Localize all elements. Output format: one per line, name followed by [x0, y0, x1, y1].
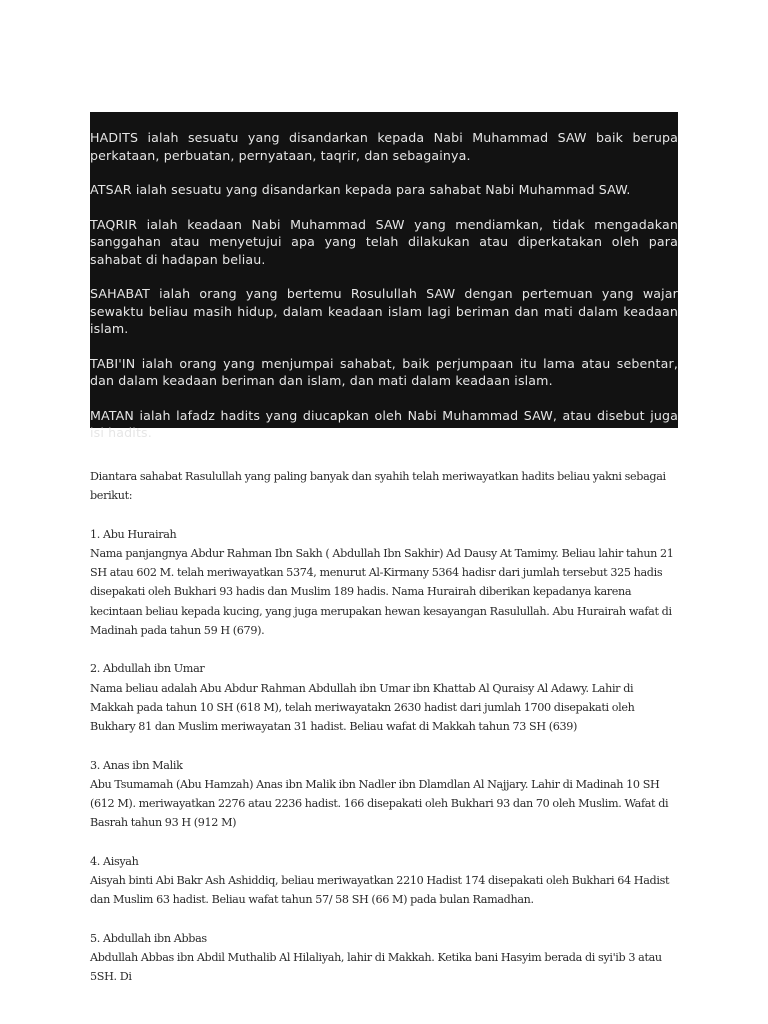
- entry-abdullah-ibn-umar: [90, 659, 676, 736]
- entry-aisyah: [90, 852, 676, 910]
- definition-matan: MATAN ialah lafadz hadits yang diucapkan oleh Nabi Muhammad SAW, atau disebut juga isi hadits.: [90, 407, 678, 440]
- document-body: [90, 467, 676, 1006]
- definition-taqrir: TAQRIR ialah keadaan Nabi Muhammad SAW yang mendiamkan, tidak mengadakan sanggahan atau menyetujui apa yang telah dilakukan atau diperkatakan oleh para sahabat di hadapan beliau.: [90, 216, 678, 267]
- entry-abdullah-ibn-abbas: [90, 929, 676, 987]
- definition-tabiin: TABI'IN ialah orang yang menjumpai sahabat, baik perjumpaan itu lama atau sebentar, dan dalam keadaan beriman dan islam, dan mati dalam keadaan islam.: [90, 355, 678, 388]
- entry-title: 3. Anas ibn Malik: [90, 758, 183, 772]
- definitions-panel: [90, 112, 678, 440]
- entry-body: Nama beliau adalah Abu Abdur Rahman Abdullah ibn Umar ibn Khattab Al Quraisy Al Adawy. Lahir di Makkah pada tahun 10 SH (618 M), telah meriwayatakn 2630 hadist dari jumlah 1700 disepakati oleh Bukhary 81 dan Muslim meriwayatan 31 hadist. Beliau wafat di Makkah tahun 73 SH (639): [90, 681, 635, 734]
- intro-paragraph: Diantara sahabat Rasulullah yang paling banyak dan syahih telah meriwayatkan hadits beliau yakni sebagai berikut:: [90, 470, 666, 503]
- entry-anas-ibn-malik: [90, 756, 676, 833]
- entry-body: Aisyah binti Abi Bakr Ash Ashiddiq, beliau meriwayatkan 2210 Hadist 174 disepakati oleh Bukhari 64 Hadist dan Muslim 63 hadist. Beliau wafat tahun 57/ 58 SH (66 M) pada bulan Ramadhan.: [90, 874, 670, 907]
- entry-abu-hurairah: [90, 525, 676, 641]
- entry-body: Nama panjangnya Abdur Rahman Ibn Sakh ( Abdullah Ibn Sakhir) Ad Dausy At Tamimy. Beliau lahir tahun 21 SH atau 602 M. telah meriwayatkan 5374, menurut Al-Kirmany 5364 hadisr dari jumlah tersebut 325 hadis disepakati oleh Bukhari 93 hadis dan Muslim 189 hadis. Nama Hurairah diberikan kepadanya karena kecintaan beliau kepada kucing, yang juga merupakan hewan kesayangan Rasulullah. Abu Hurairah wafat di Madinah pada tahun 59 H (679).: [90, 546, 674, 638]
- entry-title: 2. Abdullah ibn Umar: [90, 662, 205, 676]
- entry-body: Abu Tsumamah (Abu Hamzah) Anas ibn Malik ibn Nadler ibn Dlamdlan Al Najjary. Lahir di Madinah 10 SH (612 M). meriwayatkan 2276 atau 2236 hadist. 166 disepakati oleh Bukhari 93 dan 70 oleh Muslim. Wafat di Basrah tahun 93 H (912 M): [90, 777, 669, 830]
- entry-body: Abdullah Abbas ibn Abdil Muthalib Al Hilaliyah, lahir di Makkah. Ketika bani Hasyim berada di syi'ib 3 atau 5SH. Di: [90, 950, 662, 984]
- entry-title: 4. Aisyah: [90, 854, 139, 868]
- definition-sahabat: SAHABAT ialah orang yang bertemu Rosulullah SAW dengan pertemuan yang wajar sewaktu beliau masih hidup, dalam keadaan islam lagi beriman dan mati dalam keadaan islam.: [90, 286, 678, 336]
- definition-atsar: ATSAR ialah sesuatu yang disandarkan kepada para sahabat Nabi Muhammad SAW.: [90, 182, 631, 197]
- definition-hadits: HADITS ialah sesuatu yang disandarkan kepada Nabi Muhammad SAW baik berupa perkataan, perbuatan, pernyataan, taqrir, dan sebagainya.: [90, 130, 678, 163]
- entry-title: 1. Abu Hurairah: [90, 527, 177, 541]
- entry-title: 5. Abdullah ibn Abbas: [90, 931, 207, 945]
